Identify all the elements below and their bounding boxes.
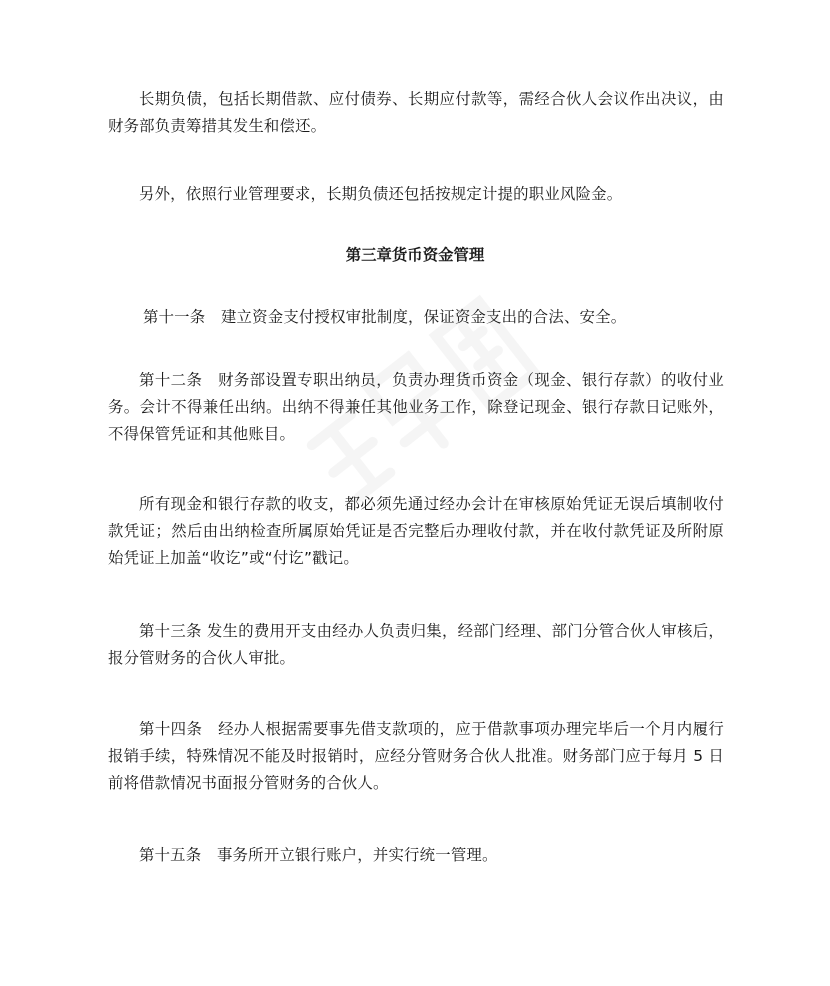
paragraph-risk-fund: 另外，依照行业管理要求，长期负债还包括按规定计提的职业风险金。	[139, 185, 623, 203]
article-15: 第十五条 事务所开立银行账户，并实行统一管理。	[139, 846, 498, 864]
article-14: 第十四条 经办人根据需要事先借支款项的，应于借款事项办理完毕后一个月内履行报销手续，特殊情况不能及时报销时，应经分管财务合伙人批准。财务部门应于每月 5 日前将借款情况书面报分管财务的合伙人。	[108, 720, 724, 792]
article-11: 第十一条 建立资金支付授权审批制度，保证资金支出的合法、安全。	[143, 308, 627, 326]
article-13: 第十三条 发生的费用开支由经办人负责归集，经部门经理、部门分管合伙人审核后，报分管财务的合伙人审批。	[108, 622, 724, 667]
paragraph-cash-receipts: 所有现金和银行存款的收支，都必须先通过经办会计在审核原始凭证无误后填制收付款凭证；然后由出纳检查所属原始凭证是否完整后办理收付款，并在收付款凭证及所附原始凭证上加盖“收讫”或“付讫”戳记。	[108, 495, 724, 567]
paragraph-long-term-liabilities: 长期负债，包括长期借款、应付债券、长期应付款等，需经合伙人会议作出决议，由财务部负责筹措其发生和偿还。	[108, 90, 724, 135]
chapter-title: 第三章货币资金管理	[345, 246, 485, 264]
article-12: 第十二条 财务部设置专职出纳员，负责办理货币资金（现金、银行存款）的收付业务。会计不得兼任出纳。出纳不得兼任其他业务工作，除登记现金、银行存款日记账外，不得保管凭证和其他账目。	[108, 371, 724, 443]
